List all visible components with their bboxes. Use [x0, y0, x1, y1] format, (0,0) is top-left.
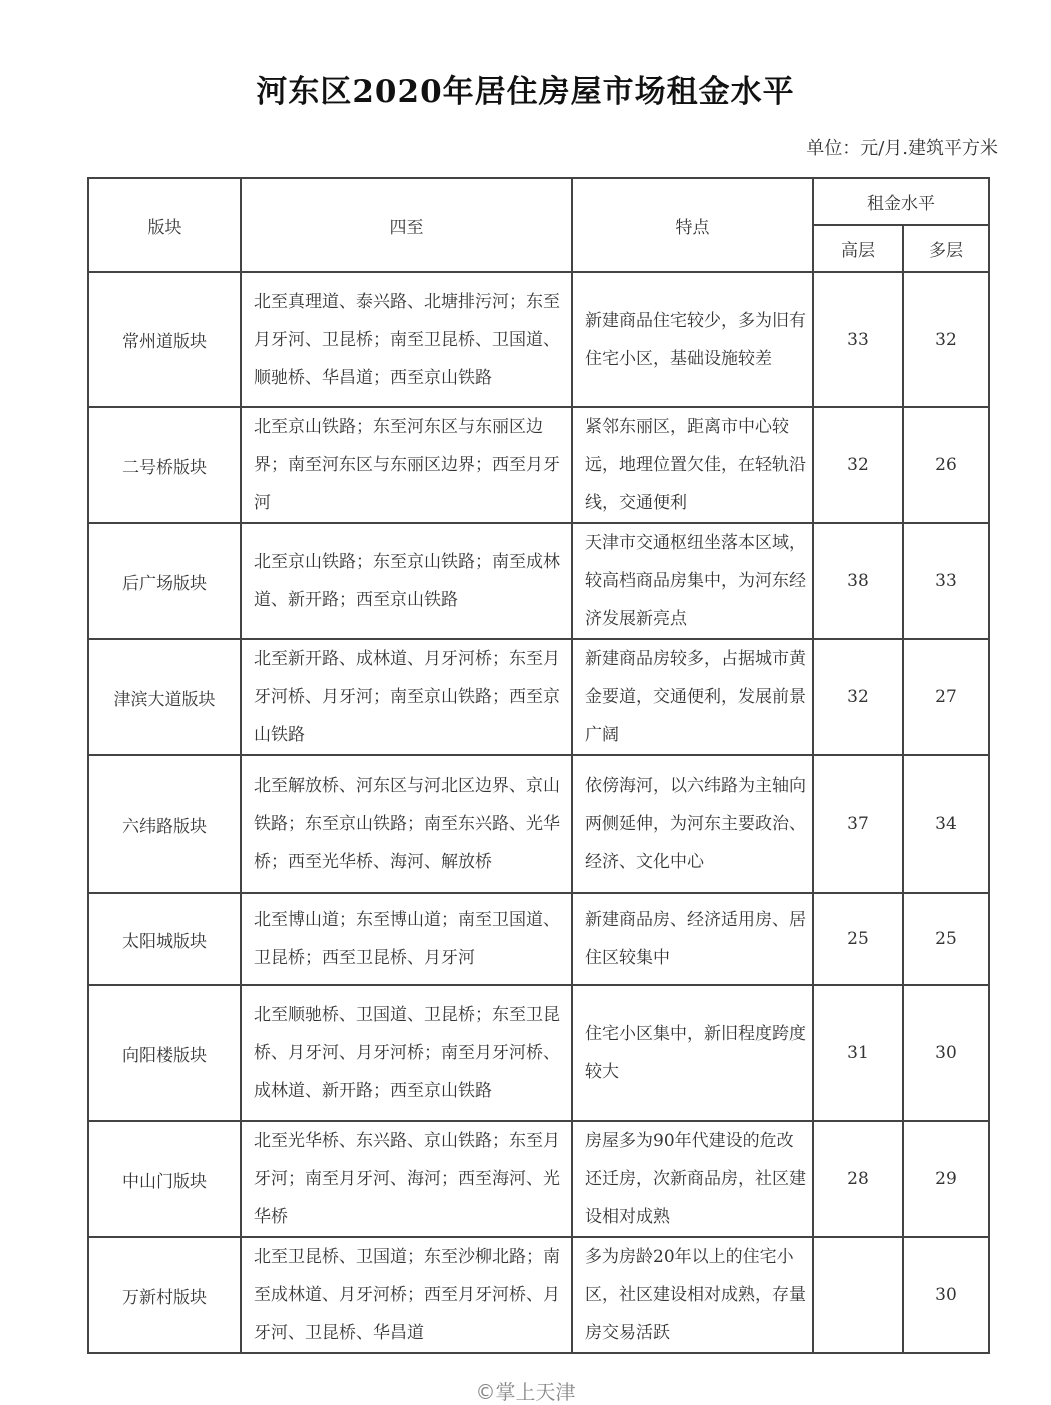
features-cell [572, 893, 813, 985]
bounds-line: 山铁路 [254, 725, 305, 745]
features-cell [572, 1237, 813, 1353]
block-name: 后广场版块 [88, 523, 241, 639]
features-line: 较大 [585, 1062, 619, 1082]
block-name: 万新村版块 [88, 1237, 241, 1353]
table-row [88, 407, 989, 523]
rent-multi: 32 [903, 272, 989, 407]
bounds-cell [241, 407, 572, 523]
block-name: 太阳城版块 [88, 893, 241, 985]
table-row [88, 639, 989, 755]
bounds-cell [241, 893, 572, 985]
features-line: 金要道，交通便利，发展前景 [585, 687, 806, 707]
block-name: 津滨大道版块 [88, 639, 241, 755]
bounds-line: 北至真理道、泰兴路、北塘排污河；东至 [254, 291, 560, 312]
features-line: 设相对成熟 [585, 1207, 670, 1227]
features-cell [572, 407, 813, 523]
header-multi: 多层 [903, 225, 989, 272]
page-title: 河东区2020年居住房屋市场租金水平 [256, 74, 795, 110]
header-block: 版块 [88, 178, 241, 272]
features-line: 济发展新亮点 [585, 609, 687, 629]
rent-high: 25 [813, 893, 903, 985]
features-line: 区，社区建设相对成熟，存量 [585, 1285, 806, 1305]
bounds-line: 北至顺驰桥、卫国道、卫昆桥；东至卫昆 [254, 1005, 560, 1025]
block-name: 中山门版块 [88, 1121, 241, 1237]
features-line: 新建商品房较多，占据城市黄 [585, 649, 806, 669]
rent-multi: 29 [903, 1121, 989, 1237]
bounds-line: 成林道、新开路；西至京山铁路 [254, 1081, 492, 1101]
table-row [88, 893, 989, 985]
bounds-cell [241, 523, 572, 639]
rent-multi: 30 [903, 1237, 989, 1353]
rent-high [813, 1237, 903, 1353]
header-features: 特点 [572, 178, 813, 272]
features-line: 还迁房，次新商品房，社区建 [585, 1169, 806, 1189]
rent-high: 38 [813, 523, 903, 639]
features-line: 新建商品住宅较少，多为旧有 [585, 310, 806, 331]
table-row [88, 755, 989, 893]
features-line: 住宅小区集中，新旧程度跨度 [585, 1024, 806, 1044]
table-row [88, 1237, 989, 1353]
rent-high: 31 [813, 985, 903, 1121]
rent-high: 37 [813, 755, 903, 893]
rent-multi: 27 [903, 639, 989, 755]
block-name: 常州道版块 [88, 272, 241, 407]
features-cell [572, 985, 813, 1121]
features-line: 新建商品房、经济适用房、居 [585, 910, 806, 930]
bounds-line: 北至新开路、成林道、月牙河桥；东至月 [254, 649, 560, 669]
watermark: ©掌上天津 [475, 1380, 576, 1404]
rent-multi: 25 [903, 893, 989, 985]
block-name: 二号桥版块 [88, 407, 241, 523]
features-line: 房交易活跃 [585, 1323, 670, 1343]
bounds-line: 桥；西至光华桥、海河、解放桥 [254, 852, 492, 872]
bounds-cell [241, 755, 572, 893]
features-line: 经济、文化中心 [585, 852, 704, 872]
bounds-line: 道、新开路；西至京山铁路 [254, 590, 458, 610]
features-cell [572, 755, 813, 893]
bounds-line: 北至京山铁路；东至京山铁路；南至成林 [254, 552, 560, 572]
bounds-line: 牙河；南至月牙河、海河；西至海河、光 [254, 1169, 560, 1189]
rent-high: 33 [813, 272, 903, 407]
features-line: 线，交通便利 [585, 493, 687, 513]
table-row [88, 523, 989, 639]
bounds-cell [241, 272, 572, 407]
features-line: 房屋多为90年代建设的危改 [585, 1131, 794, 1151]
header-rent: 租金水平 [813, 178, 989, 225]
features-line: 住宅小区，基础设施较差 [585, 348, 772, 369]
bounds-cell [241, 639, 572, 755]
rent-multi: 30 [903, 985, 989, 1121]
bounds-line: 顺驰桥、华昌道；西至京山铁路 [254, 367, 492, 388]
features-line: 较高档商品房集中，为河东经 [585, 571, 806, 591]
features-line: 依傍海河，以六纬路为主轴向 [585, 776, 806, 796]
bounds-line: 牙河桥、月牙河；南至京山铁路；西至京 [254, 687, 560, 707]
bounds-line: 铁路；东至京山铁路；南至东兴路、光华 [254, 814, 560, 834]
header-high: 高层 [813, 225, 903, 272]
bounds-line: 北至博山道；东至博山道；南至卫国道、 [254, 910, 560, 930]
features-cell [572, 639, 813, 755]
features-line: 两侧延伸，为河东主要政治、 [585, 814, 806, 834]
features-cell [572, 1121, 813, 1237]
bounds-line: 桥、月牙河、月牙河桥；南至月牙河桥、 [254, 1043, 560, 1063]
features-line: 远，地理位置欠佳，在轻轨沿 [585, 455, 806, 475]
bounds-line: 北至解放桥、河东区与河北区边界、京山 [254, 776, 560, 796]
bounds-line: 牙河、卫昆桥、华昌道 [254, 1323, 424, 1343]
bounds-line: 北至京山铁路；东至河东区与东丽区边 [254, 417, 543, 437]
bounds-line: 华桥 [254, 1207, 288, 1227]
unit-label: 单位：元/月.建筑平方米 [806, 138, 998, 159]
features-cell [572, 272, 813, 407]
rent-table [87, 177, 990, 1354]
bounds-cell [241, 1237, 572, 1353]
rent-multi: 34 [903, 755, 989, 893]
rent-high: 28 [813, 1121, 903, 1237]
rent-multi: 33 [903, 523, 989, 639]
bounds-line: 北至光华桥、东兴路、京山铁路；东至月 [254, 1131, 560, 1151]
bounds-line: 河 [254, 493, 271, 513]
bounds-line: 月牙河、卫昆桥；南至卫昆桥、卫国道、 [254, 329, 560, 350]
table-row [88, 1121, 989, 1237]
table-row [88, 985, 989, 1121]
features-line: 广阔 [585, 725, 619, 745]
features-line: 住区较集中 [585, 948, 670, 968]
bounds-cell [241, 985, 572, 1121]
bounds-line: 北至卫昆桥、卫国道；东至沙柳北路；南 [254, 1247, 560, 1267]
rent-multi: 26 [903, 407, 989, 523]
rent-high: 32 [813, 639, 903, 755]
bounds-line: 卫昆桥；西至卫昆桥、月牙河 [254, 948, 475, 968]
bounds-line: 界；南至河东区与东丽区边界；西至月牙 [254, 455, 560, 475]
bounds-cell [241, 1121, 572, 1237]
features-line: 紧邻东丽区，距离市中心较 [585, 417, 789, 437]
block-name: 六纬路版块 [88, 755, 241, 893]
features-line: 多为房龄20年以上的住宅小 [585, 1247, 794, 1267]
table-row [88, 272, 989, 407]
block-name: 向阳楼版块 [88, 985, 241, 1121]
features-line: 天津市交通枢纽坐落本区域， [585, 533, 806, 553]
header-bounds: 四至 [241, 178, 572, 272]
rent-high: 32 [813, 407, 903, 523]
bounds-line: 至成林道、月牙河桥；西至月牙河桥、月 [254, 1285, 560, 1305]
features-cell [572, 523, 813, 639]
